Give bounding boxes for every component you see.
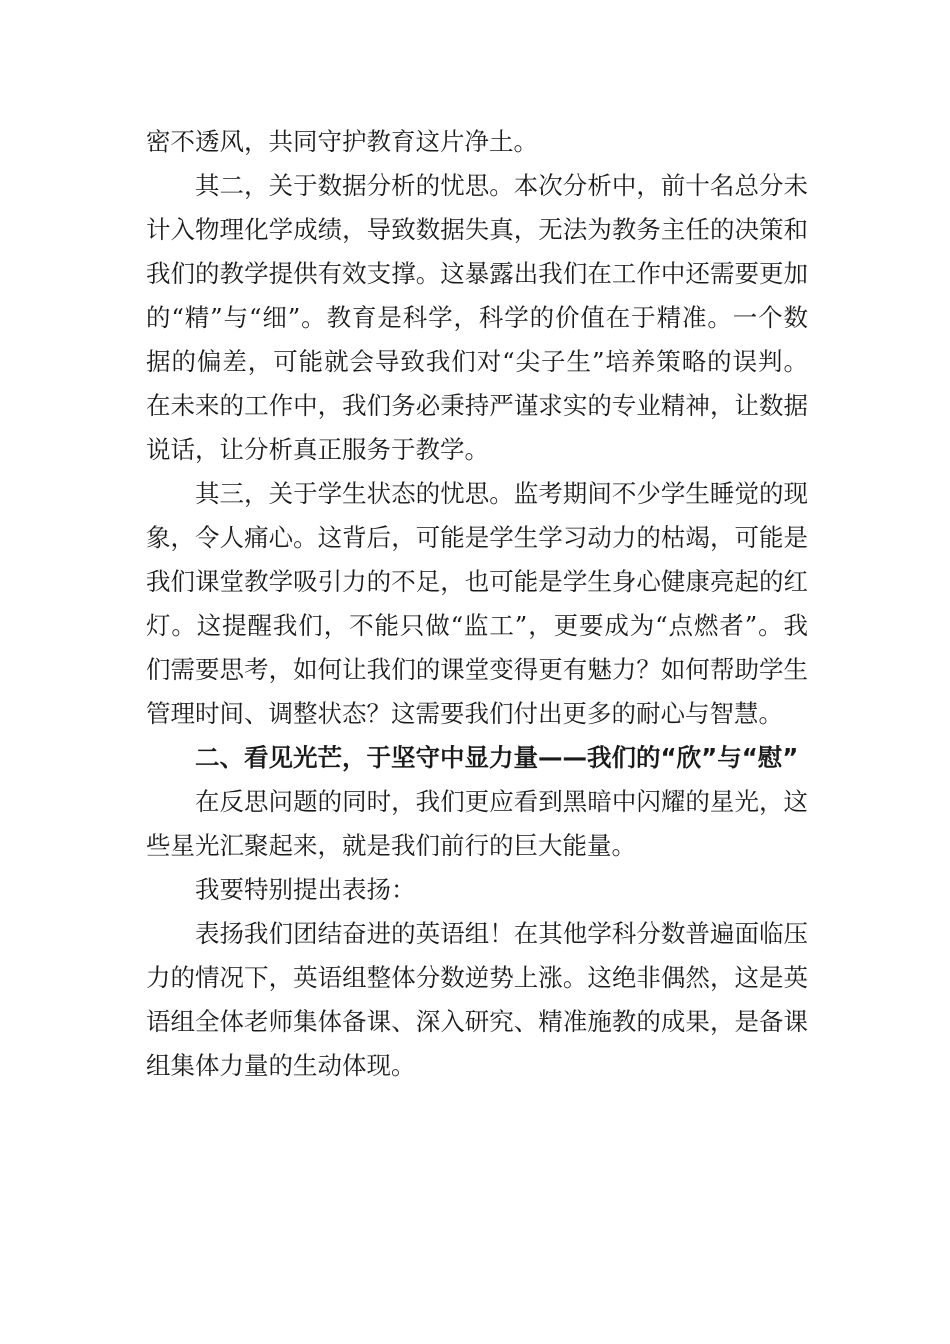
section-heading-2: 二、看见光芒，于坚守中显力量——我们的“欣”与“慰” (195, 743, 799, 772)
paragraph-student-state: 其三，关于学生状态的忧思。监考期间不少学生睡觉的现象，令人痛心。这背后，可能是学生学习动力的枯竭，可能是我们课堂教学吸引力的不足，也可能是学生身心健康亮起的红灯。这提醒我们，不能只做“监工”，更要成为“点燃者”。我们需要思考，如何让我们的课堂变得更有魅力？如何帮助学生管理时间、调整状态？这需要我们付出更多的耐心与智慧。 (146, 479, 808, 728)
document-body (146, 120, 808, 1088)
paragraph-data-analysis: 其二，关于数据分析的忧思。本次分析中，前十名总分未计入物理化学成绩，导致数据失真，无法为教务主任的决策和我们的教学提供有效支撑。这暴露出我们在工作中还需要更加的“精”与“细”。教育是科学，科学的价值在于精准。一个数据的偏差，可能就会导致我们对“尖子生”培养策略的误判。在未来的工作中，我们务必秉持严谨求实的专业精神，让数据说话，让分析真正服务于教学。 (146, 171, 808, 464)
paragraph-continuation: 密不透风，共同守护教育这片净土。 (146, 127, 538, 156)
paragraph-praise-intro: 我要特别提出表扬： (195, 875, 416, 904)
paragraph-english-group: 表扬我们团结奋进的英语组！在其他学科分数普遍面临压力的情况下，英语组整体分数逆势上涨。这绝非偶然，这是英语组全体老师集体备课、深入研究、精准施教的成果，是备课组集体力量的生动体现。 (146, 919, 808, 1080)
paragraph-starlight: 在反思问题的同时，我们更应看到黑暗中闪耀的星光，这些星光汇聚起来，就是我们前行的巨大能量。 (146, 787, 808, 860)
